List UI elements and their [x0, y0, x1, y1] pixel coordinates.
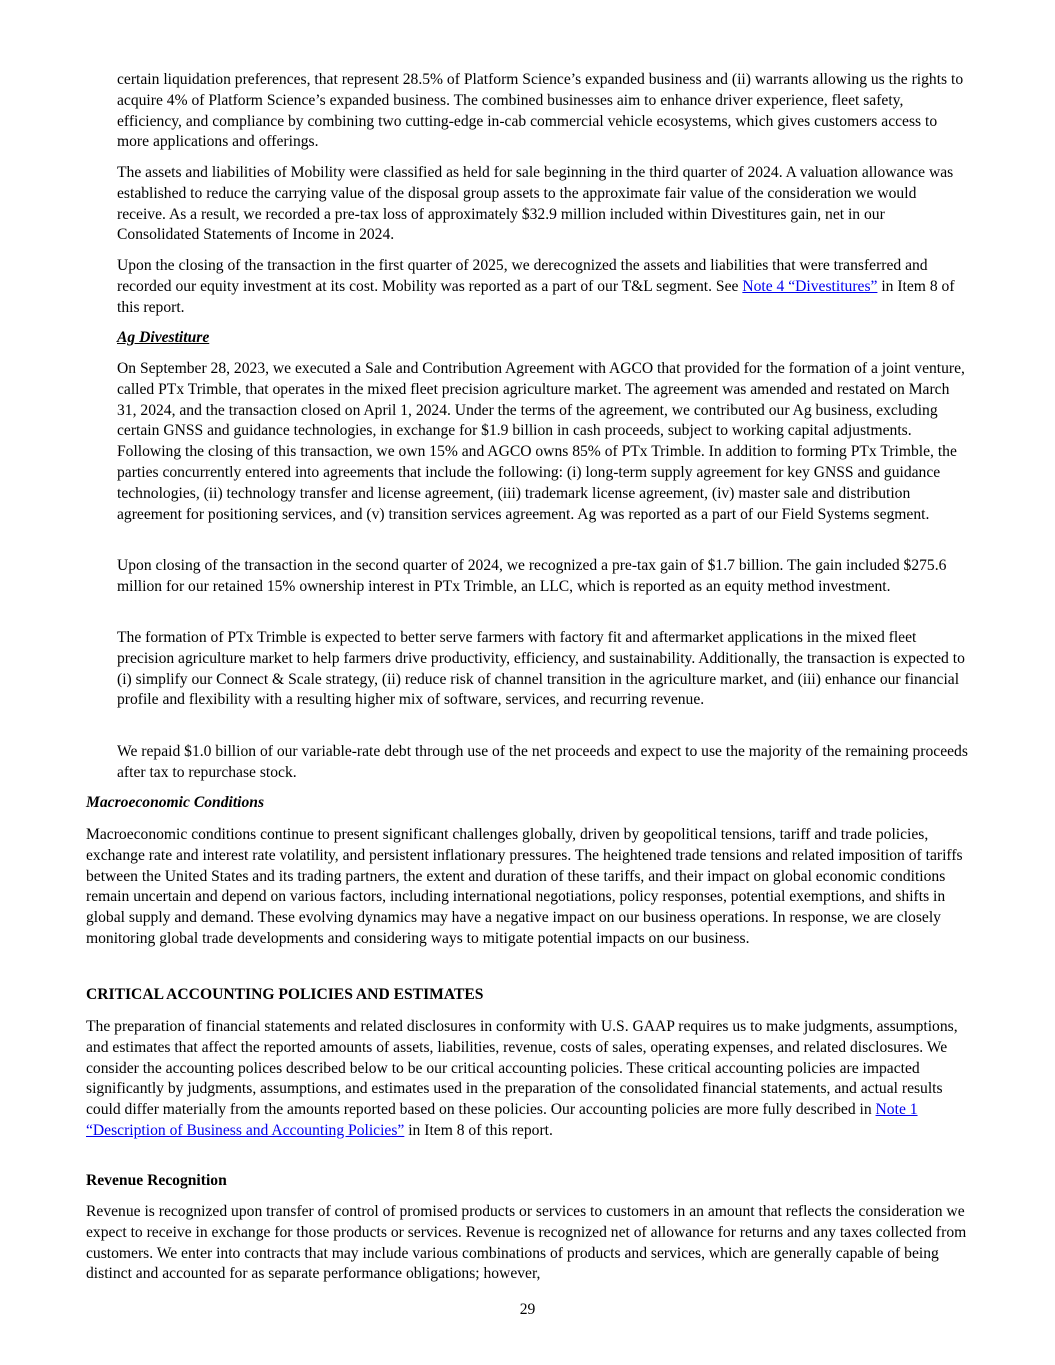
critical-accounting-tail: in Item 8 of this report. [404, 1121, 553, 1139]
ag-divestiture-heading: Ag Divestiture [117, 329, 210, 346]
note-4-divestitures-link[interactable]: Note 4 “Divestitures” [742, 277, 878, 295]
ag-paragraph-2: Upon closing of the transaction in the second quarter of 2024, we recognized a pre-tax gain of $1.7 billion. The gain included $275.6 million for our retained 15% ownership interest in PTx Trimble, an LLC, which is reported as an equity method investment. [117, 557, 947, 595]
ag-paragraph-1: On September 28, 2023, we executed a Sale and Contribution Agreement with AGCO that provided for the formation of a joint venture, called PTx Trimble, that operates in the mixed fleet precision agriculture market. The agreement was amended and restated on March 31, 2024, and the transaction closed on April 1, 2024. Under the terms of the agreement, we contributed our Ag business, excluding certain GNSS and guidance technologies, in exchange for $1.9 billion in cash proceeds, subject to working capital adjustments. Following the closing of this transaction, we own 15% and AGCO owns 85% of PTx Trimble. In addition to forming PTx Trimble, the parties concurrently entered into agreements that include the following: (i) long-term supply agreement for key GNSS and guidance technologies, (ii) technology transfer and license agreement, (iii) trademark license agreement, (iv) master sale and distribution agreement for positioning services, and (v) transition services agreement. Ag was reported as a part of our Field Systems segment. [117, 360, 965, 523]
macroeconomic-conditions-heading: Macroeconomic Conditions [86, 794, 265, 811]
critical-accounting-paragraph [86, 1017, 969, 1142]
ag-paragraph-3: The formation of PTx Trimble is expected to better serve farmers with factory fit and aftermarket applications in the mixed fleet precision agriculture market to help farmers drive productivity, efficiency, and sustainability. Additionally, the transaction is expected to (i) simplify our Connect & Scale strategy, (ii) reduce risk of channel transition in the agriculture market, and (iii) enhance our financial profile and flexibility with a resulting higher mix of software, services, and recurring revenue. [117, 629, 965, 709]
revenue-recognition-paragraph: Revenue is recognized upon transfer of control of promised products or services to customers in an amount that reflects the consideration we expect to receive in exchange for those products or services. Revenue is recognized net of allowance for returns and any taxes collected from customers. We enter into contracts that may include various combinations of products and services, which are generally capable of being distinct and accounted for as separate performance obligations; however, [86, 1203, 967, 1283]
macroeconomic-paragraph: Macroeconomic conditions continue to present significant challenges globally, driven by geopolitical tensions, tariff and trade policies, exchange rate and interest rate volatility, and persistent inflationary pressures. The heightened trade tensions and related imposition of tariffs between the United States and its trading partners, the extent and duration of these tariffs, and their impact on global economic conditions remain uncertain and depend on various factors, including international negotiations, policy responses, potential exemptions, and shifts in global supply and demand. These evolving dynamics may have a negative impact on our business operations. In response, we are closely monitoring global trade developments and considering ways to mitigate potential impacts on our business. [86, 826, 963, 947]
mobility-paragraph-3-tail: in Item 8 of this report. [117, 277, 955, 316]
mobility-paragraph-3 [117, 256, 969, 318]
mobility-paragraph-2: The assets and liabilities of Mobility were classified as held for sale beginning in the third quarter of 2024. A valuation allowance was established to reduce the carrying value of the disposal group assets to the approximate fair value of the consideration we would receive. As a result, we recorded a pre-tax loss of approximately $32.9 million included within Divestitures gain, net in our Consolidated Statements of Income in 2024. [117, 164, 954, 244]
mobility-paragraph-1: certain liquidation preferences, that represent 28.5% of Platform Science’s expanded business and (ii) warrants allowing us the rights to acquire 4% of Platform Science’s expanded business. The combined businesses aim to enhance driver experience, fleet safety, efficiency, and compliance by combining two cutting-edge in-cab commercial vehicle ecosystems, which gives customers access to more applications and offerings. [117, 71, 964, 151]
revenue-recognition-heading: Revenue Recognition [86, 1172, 227, 1189]
critical-accounting-heading: CRITICAL ACCOUNTING POLICIES AND ESTIMATES [86, 986, 484, 1003]
critical-accounting-text: The preparation of financial statements and related disclosures in conformity with U.S. GAAP requires us to make judgments, assumptions, and estimates that affect the reported amounts of assets, liabilities, revenue, costs of sales, operating expenses, and related disclosures. We consider the accounting polices described below to be our critical accounting policies. These critical accounting policies are impacted significantly by judgments, assumptions, and estimates used in the preparation of the consolidated financial statements, and actual results could differ materially from the amounts reported based on these policies. Our accounting policies are more fully described in [86, 1018, 958, 1119]
ag-paragraph-4: We repaid $1.0 billion of our variable-rate debt through use of the net proceeds and expect to use the majority of the remaining proceeds after tax to repurchase stock. [117, 743, 968, 781]
page-number: 29 [519, 1301, 536, 1318]
mobility-paragraph-3-text: Upon the closing of the transaction in the first quarter of 2025, we derecognized the assets and liabilities that were transferred and recorded our equity investment at its cost. Mobility was reported as a part of our T&L segment. See [117, 257, 928, 295]
note-1-description-link[interactable]: Note 1 “Description of Business and Accounting Policies” [86, 1101, 918, 1139]
